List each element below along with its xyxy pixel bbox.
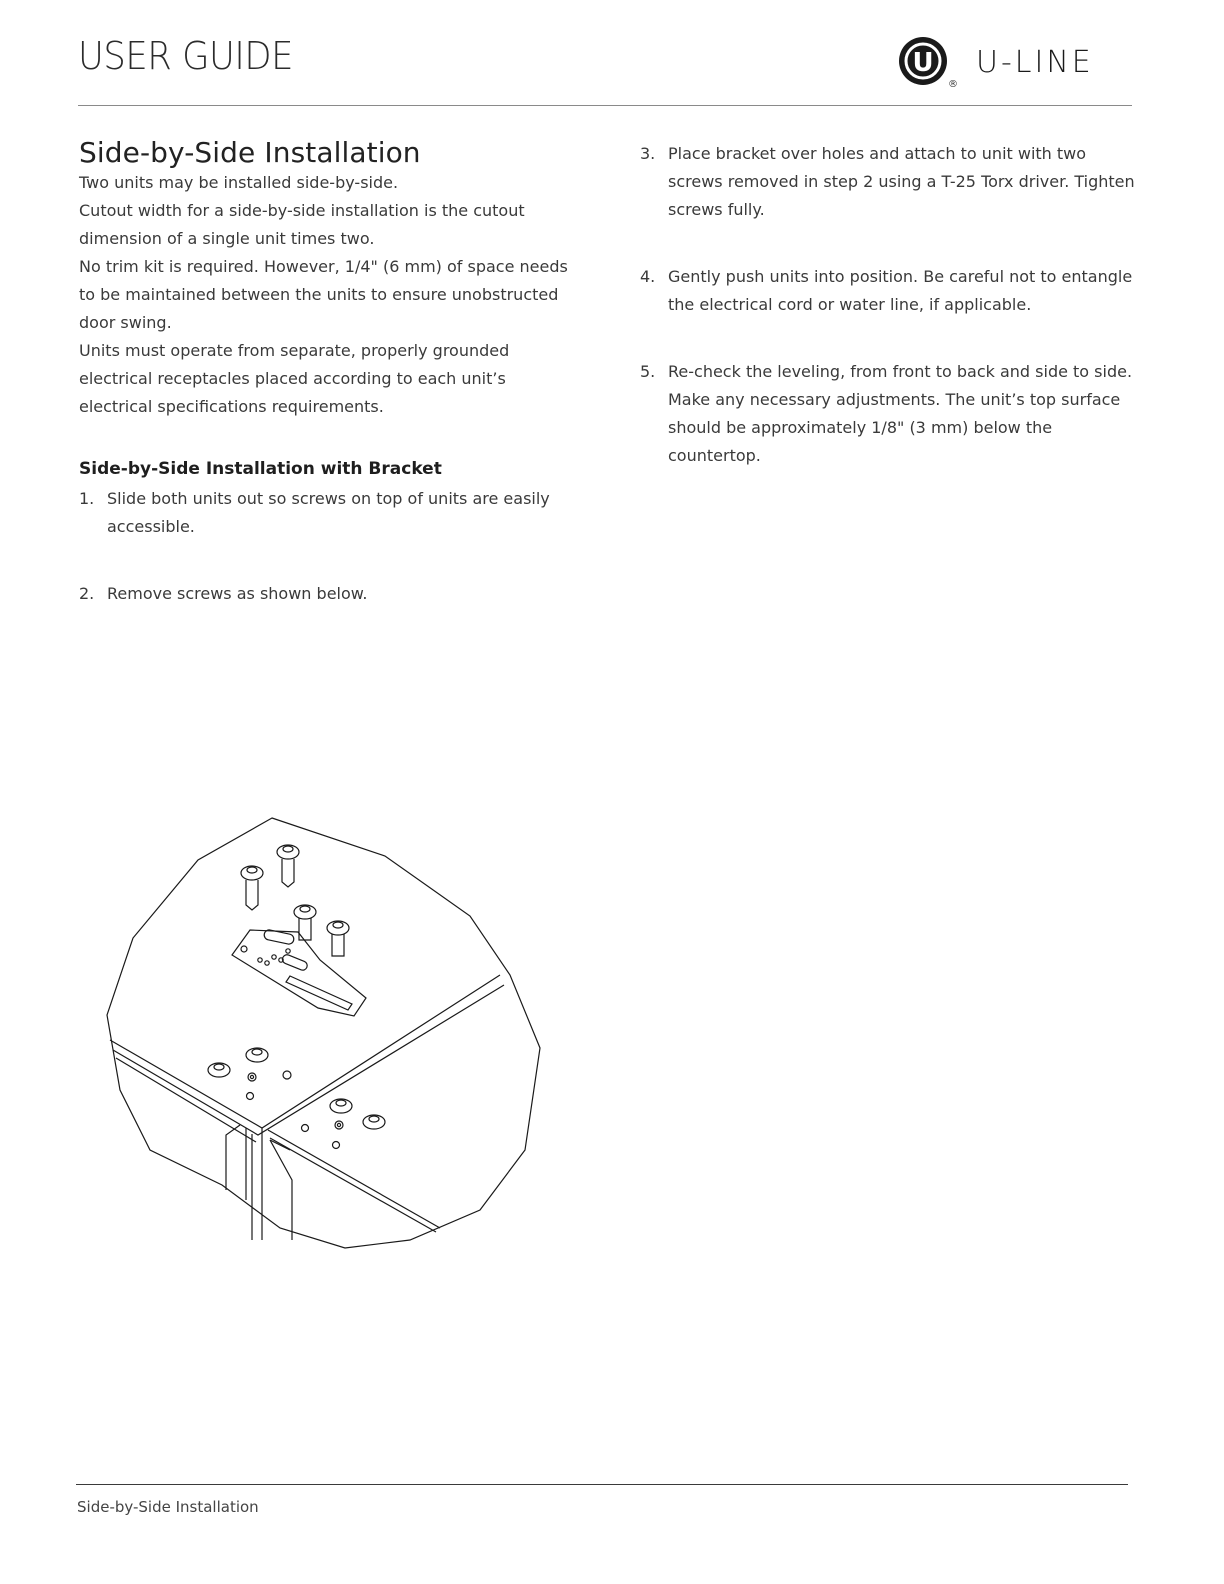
step-number: 1. (79, 489, 95, 508)
step-number: 4. (640, 267, 656, 286)
left-steps-list (79, 485, 579, 608)
step-text: Place bracket over holes and attach to unit with two screws removed in step 2 using a T-25 Torx driver. Tighten screws fully. (668, 144, 1135, 219)
bracket-subheading: Side-by-Side Installation with Bracket (79, 459, 442, 479)
screw-hole (283, 1071, 291, 1079)
screw-hole (333, 1142, 340, 1149)
cabinet-top-edge (110, 975, 500, 1128)
screw-icon (330, 1099, 352, 1113)
step-number: 5. (640, 362, 656, 381)
header-divider (78, 105, 1132, 106)
paragraph-cutout-width: Cutout width for a side-by-side installation is the cutout dimension of a single unit times two. (79, 201, 525, 248)
page-header-title: USER GUIDE (78, 34, 293, 78)
screw-icon (277, 845, 299, 887)
step-item (640, 358, 1140, 470)
logo-mark-letter: U (912, 48, 934, 78)
screw-icon (246, 1048, 268, 1062)
screw-hole (302, 1125, 309, 1132)
step-item (640, 263, 1140, 319)
paragraph-electrical: Units must operate from separate, properly grounded electrical receptacles placed according to each unit’s electrical specifications requirements. (79, 341, 510, 416)
step-text: Slide both units out so screws on top of units are easily accessible. (107, 489, 550, 536)
step-item (79, 485, 579, 541)
screw-icon (208, 1063, 230, 1077)
screw-icon (363, 1115, 385, 1129)
screw-hole (335, 1121, 343, 1129)
footer-section-label: Side-by-Side Installation (77, 1498, 259, 1516)
section-title: Side-by-Side Installation (79, 136, 421, 169)
bracket-installation-diagram (100, 812, 548, 1252)
logo-wordmark: U-LINE (976, 45, 1094, 80)
right-steps-list (640, 140, 1140, 470)
step-text: Re-check the leveling, from front to back and side to side. Make any necessary adjustments. The unit’s top surface should be approximately 1/8" (3 mm) below the countertop. (668, 362, 1133, 465)
paragraph-two-units: Two units may be installed side-by-side. (79, 173, 399, 192)
step-item (79, 580, 579, 608)
registered-mark: ® (948, 79, 958, 90)
step-item (640, 140, 1140, 224)
u-line-logo (898, 34, 1133, 92)
screw-icon (327, 921, 349, 956)
left-column (79, 136, 579, 608)
screw-hole (247, 1093, 254, 1100)
bracket-plate (232, 930, 366, 1016)
screw-hole (248, 1073, 256, 1081)
screw-icon (241, 866, 263, 910)
step-number: 3. (640, 144, 656, 163)
footer-divider (76, 1484, 1128, 1485)
detail-view-boundary (107, 818, 540, 1248)
screw-icon (294, 905, 316, 940)
right-column (640, 140, 1140, 470)
paragraph-trim-kit: No trim kit is required. However, 1/4" (6 mm) of space needs to be maintained between the units to ensure unobstructed door swing. (79, 257, 568, 332)
step-number: 2. (79, 584, 95, 603)
step-text: Remove screws as shown below. (107, 584, 368, 603)
step-text: Gently push units into position. Be careful not to entangle the electrical cord or water line, if applicable. (668, 267, 1133, 314)
